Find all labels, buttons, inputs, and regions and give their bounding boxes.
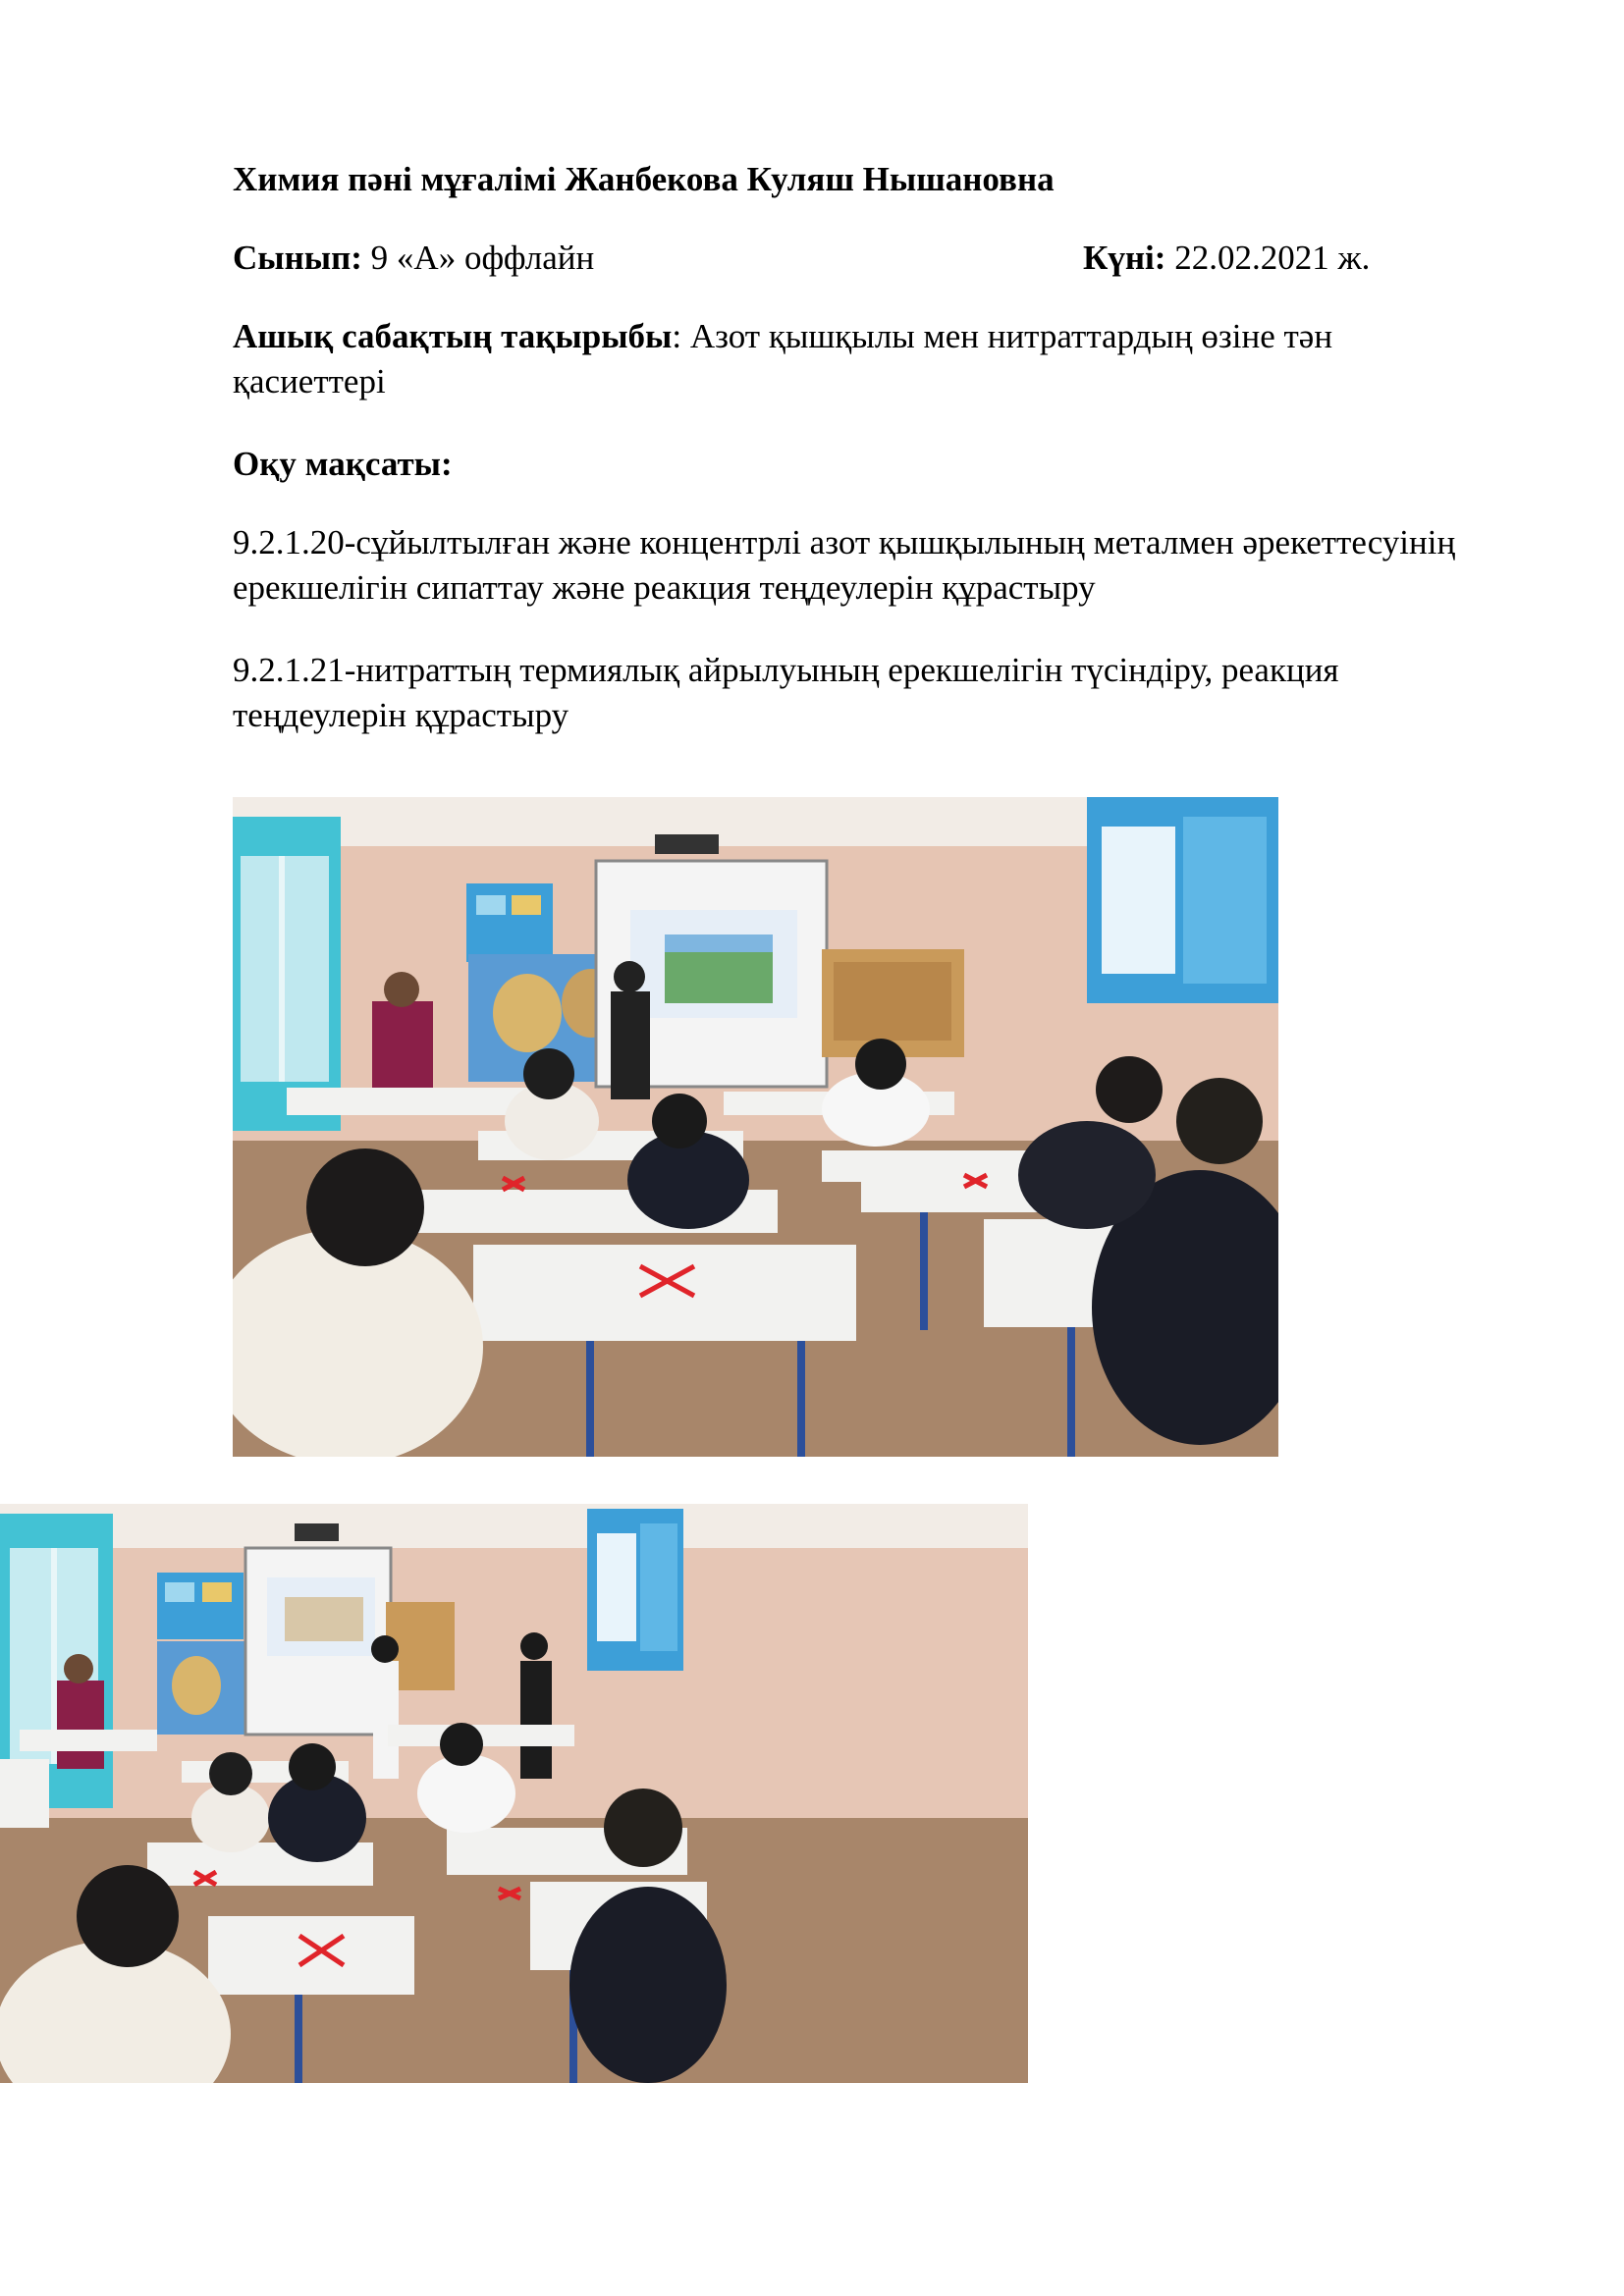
- topic-label: Ашық сабақтың тақырыбы: [233, 317, 673, 355]
- date-value: 22.02.2021 ж.: [1165, 239, 1371, 277]
- topic-value: : Азот қышқылы мен нитраттардың өзіне тән қасиеттері: [233, 317, 1333, 400]
- objective-item: 9.2.1.21-нитраттың термиялық айрылуының ерекшелігін түсіндіру, реакция теңдеулерін құрастыру: [233, 651, 1339, 734]
- topic-line: [233, 314, 1489, 404]
- class-label: Сынып:: [233, 239, 362, 277]
- teacher-line: Химия пәні мұғалімі Жанбекова Куляш Нышановна: [233, 160, 1055, 198]
- date-line: [1083, 236, 1476, 281]
- date-label: Күні:: [1083, 239, 1166, 277]
- objective-item: 9.2.1.20-сұйылтылған және концентрлі азот қышқылының металмен әрекеттесуінің ерекшелігін сипаттау және реакция теңдеулерін құрастыру: [233, 523, 1456, 607]
- class-line: [233, 236, 822, 281]
- objectives-heading: Оқу мақсаты:: [233, 445, 453, 483]
- classroom-photo: [233, 797, 1278, 1457]
- class-value: 9 «А» оффлайн: [361, 239, 595, 277]
- classroom-photo: [0, 1504, 1028, 2083]
